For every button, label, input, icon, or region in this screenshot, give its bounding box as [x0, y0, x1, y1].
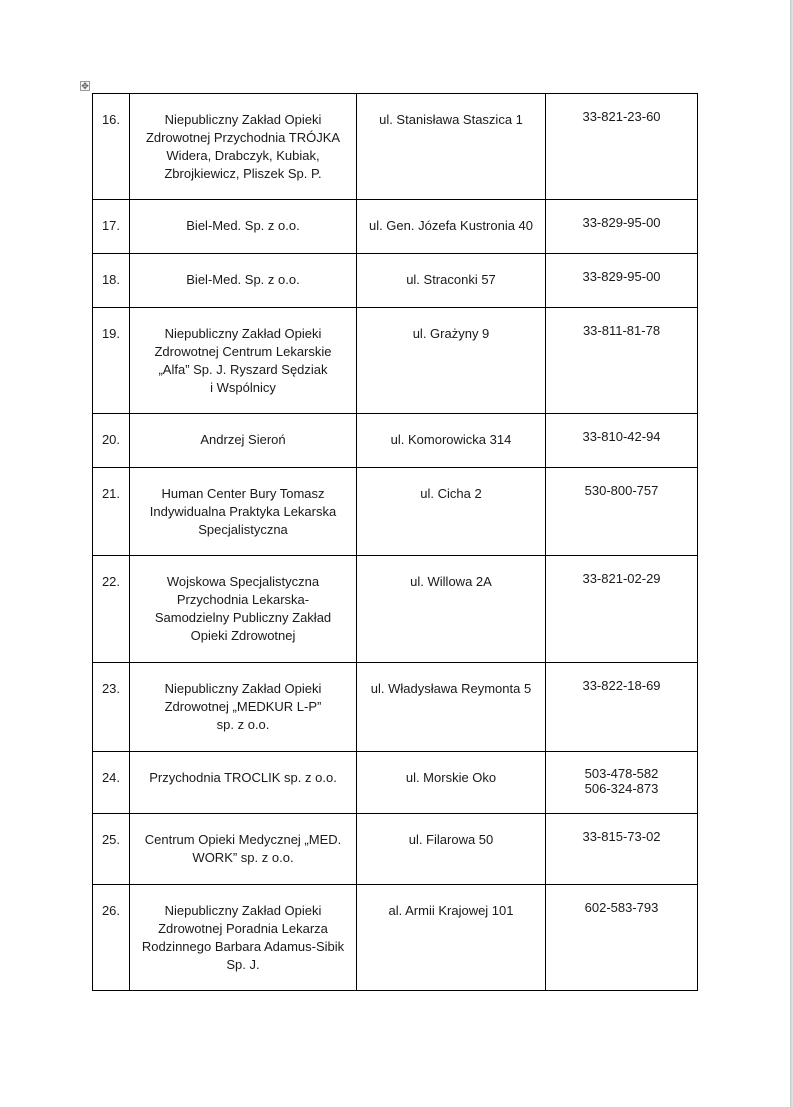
phone	[546, 414, 697, 446]
phone-number: 33-815-73-02	[582, 829, 661, 844]
address-cell	[357, 200, 546, 254]
table-row	[93, 885, 698, 991]
phone-cell	[546, 254, 698, 308]
facility-name	[130, 414, 356, 449]
facility-name	[130, 200, 356, 235]
facility-name	[130, 814, 356, 867]
phone	[546, 308, 697, 340]
phone-cell	[546, 752, 698, 814]
phone-number: 33-829-95-00	[582, 269, 661, 284]
phone-cell	[546, 885, 698, 991]
table-body	[93, 94, 698, 991]
address-cell	[357, 308, 546, 414]
facility-name-line: Niepubliczny Zakład Opieki	[164, 326, 322, 341]
address: ul. Willowa 2A	[410, 574, 492, 589]
address: ul. Komorowicka 314	[390, 432, 512, 447]
phone-cell	[546, 556, 698, 663]
facility-name	[130, 663, 356, 734]
facility-name-cell	[130, 885, 357, 991]
phone-number: 33-822-18-69	[582, 678, 661, 693]
phone	[546, 663, 697, 695]
phone-cell	[546, 414, 698, 468]
address: ul. Gen. Józefa Kustronia 40	[368, 218, 534, 233]
facility-name-line: Zdrowotnej Przychodnia TRÓJKA	[145, 130, 341, 145]
address-cell	[357, 414, 546, 468]
facility-name-line: Niepubliczny Zakład Opieki	[164, 903, 322, 918]
table-row	[93, 308, 698, 414]
phone	[546, 254, 697, 286]
row-number: 21.	[101, 486, 121, 501]
facility-name	[130, 254, 356, 289]
row-number: 23.	[101, 681, 121, 696]
facility-name-line: Wojskowa Specjalistyczna	[166, 574, 320, 589]
facility-name-line: Przychodnia TROCLIK sp. z o.o.	[149, 770, 337, 785]
table-row	[93, 752, 698, 814]
address-cell	[357, 663, 546, 752]
address-cell	[357, 752, 546, 814]
phone-cell	[546, 663, 698, 752]
phone-cell	[546, 814, 698, 885]
address: ul. Morskie Oko	[405, 770, 497, 785]
address: ul. Grażyny 9	[412, 326, 490, 341]
table-row	[93, 814, 698, 885]
facility-name-line: i Wspólnicy	[210, 380, 276, 395]
facilities-table	[92, 93, 698, 991]
facility-name-cell	[130, 663, 357, 752]
phone	[546, 94, 697, 126]
row-number-cell	[93, 885, 130, 991]
row-number: 19.	[101, 326, 121, 341]
address: al. Armii Krajowej 101	[388, 903, 514, 918]
row-number-cell	[93, 254, 130, 308]
row-number-cell	[93, 200, 130, 254]
row-number: 20.	[101, 432, 121, 447]
row-number-cell	[93, 308, 130, 414]
phone	[546, 468, 697, 500]
facility-name-line: Andrzej Sieroń	[200, 432, 286, 447]
facility-name	[130, 468, 356, 539]
row-number-cell	[93, 814, 130, 885]
facility-name-line: Zdrowotnej Poradnia Lekarza	[158, 921, 328, 936]
table-row	[93, 468, 698, 556]
facility-name-line: Centrum Opieki Medycznej „MED.	[144, 832, 342, 847]
phone-cell	[546, 94, 698, 200]
facility-name-line: Zdrowotnej Centrum Lekarskie	[154, 344, 332, 359]
table-move-handle-icon[interactable]: ✥	[81, 80, 89, 91]
phone-number: 602-583-793	[584, 900, 659, 915]
row-number: 25.	[101, 832, 121, 847]
phone-number: 530-800-757	[584, 483, 659, 498]
table-row	[93, 556, 698, 663]
phone-number: 33-821-23-60	[582, 109, 661, 124]
row-number-cell	[93, 663, 130, 752]
table-row	[93, 414, 698, 468]
address-cell	[357, 468, 546, 556]
facility-name-line: sp. z o.o.	[216, 717, 270, 732]
facility-name-line: Biel-Med. Sp. z o.o.	[186, 218, 300, 233]
facility-name	[130, 94, 356, 183]
phone-number: 503-478-582	[584, 766, 659, 781]
address: ul. Stanisława Staszica 1	[379, 112, 523, 127]
facility-name	[130, 556, 356, 645]
facility-name-line: „Alfa” Sp. J. Ryszard Sędziak	[158, 362, 328, 377]
facility-name-cell	[130, 556, 357, 663]
facility-name-cell	[130, 468, 357, 556]
facility-name-line: Indywidualna Praktyka Lekarska	[149, 504, 337, 519]
phone	[546, 885, 697, 917]
facility-name-line: Przychodnia Lekarska-	[176, 592, 310, 607]
facility-name	[130, 885, 356, 974]
facility-name-cell	[130, 814, 357, 885]
facility-name-line: Zbrojkiewicz, Pliszek Sp. P.	[164, 166, 322, 181]
facility-name	[130, 308, 356, 397]
facility-name-line: Specjalistyczna	[198, 522, 288, 537]
row-number: 24.	[101, 770, 121, 785]
phone-number: 33-811-81-78	[582, 323, 661, 338]
row-number: 16.	[101, 112, 121, 127]
table-row	[93, 663, 698, 752]
phone-cell	[546, 200, 698, 254]
phone-number: 506-324-873	[584, 781, 659, 796]
row-number: 22.	[101, 574, 121, 589]
address: ul. Władysława Reymonta 5	[370, 681, 532, 696]
row-number: 18.	[101, 272, 121, 287]
phone	[546, 556, 697, 588]
facility-name-line: Opieki Zdrowotnej	[190, 628, 296, 643]
table-row	[93, 254, 698, 308]
address-cell	[357, 94, 546, 200]
row-number-cell	[93, 752, 130, 814]
address-cell	[357, 885, 546, 991]
facility-name-line: Widera, Drabczyk, Kubiak,	[166, 148, 320, 163]
facility-name	[130, 752, 356, 787]
row-number-cell	[93, 414, 130, 468]
phone-number: 33-829-95-00	[582, 215, 661, 230]
facility-name-line: Sp. J.	[226, 957, 260, 972]
address-cell	[357, 556, 546, 663]
address: ul. Filarowa 50	[408, 832, 494, 847]
phone-number: 33-821-02-29	[582, 571, 661, 586]
facility-name-cell	[130, 94, 357, 200]
facility-name-line: Samodzielny Publiczny Zakład	[154, 610, 332, 625]
row-number-cell	[93, 556, 130, 663]
row-number-cell	[93, 468, 130, 556]
address: ul. Cicha 2	[420, 486, 482, 501]
table-row	[93, 200, 698, 254]
phone-cell	[546, 468, 698, 556]
facility-name-line: Human Center Bury Tomasz	[161, 486, 325, 501]
phone	[546, 200, 697, 232]
facility-name-cell	[130, 414, 357, 468]
facility-name-cell	[130, 308, 357, 414]
address-cell	[357, 814, 546, 885]
facility-name-line: Niepubliczny Zakład Opieki	[164, 112, 322, 127]
facility-name-line: Niepubliczny Zakład Opieki	[164, 681, 322, 696]
row-number: 26.	[101, 903, 121, 918]
facility-name-line: WORK” sp. z o.o.	[192, 850, 294, 865]
phone-number: 33-810-42-94	[582, 429, 661, 444]
facility-name-cell	[130, 752, 357, 814]
address: ul. Straconki 57	[406, 272, 496, 287]
table-row	[93, 94, 698, 200]
facility-name-line: Biel-Med. Sp. z o.o.	[186, 272, 300, 287]
phone-cell	[546, 308, 698, 414]
phone	[546, 814, 697, 846]
facility-name-cell	[130, 254, 357, 308]
facility-name-cell	[130, 200, 357, 254]
facility-name-line: Rodzinnego Barbara Adamus-Sibik	[141, 939, 345, 954]
address-cell	[357, 254, 546, 308]
phone	[546, 752, 697, 796]
row-number: 17.	[101, 218, 121, 233]
row-number-cell	[93, 94, 130, 200]
facility-name-line: Zdrowotnej „MEDKUR L-P”	[164, 699, 322, 714]
